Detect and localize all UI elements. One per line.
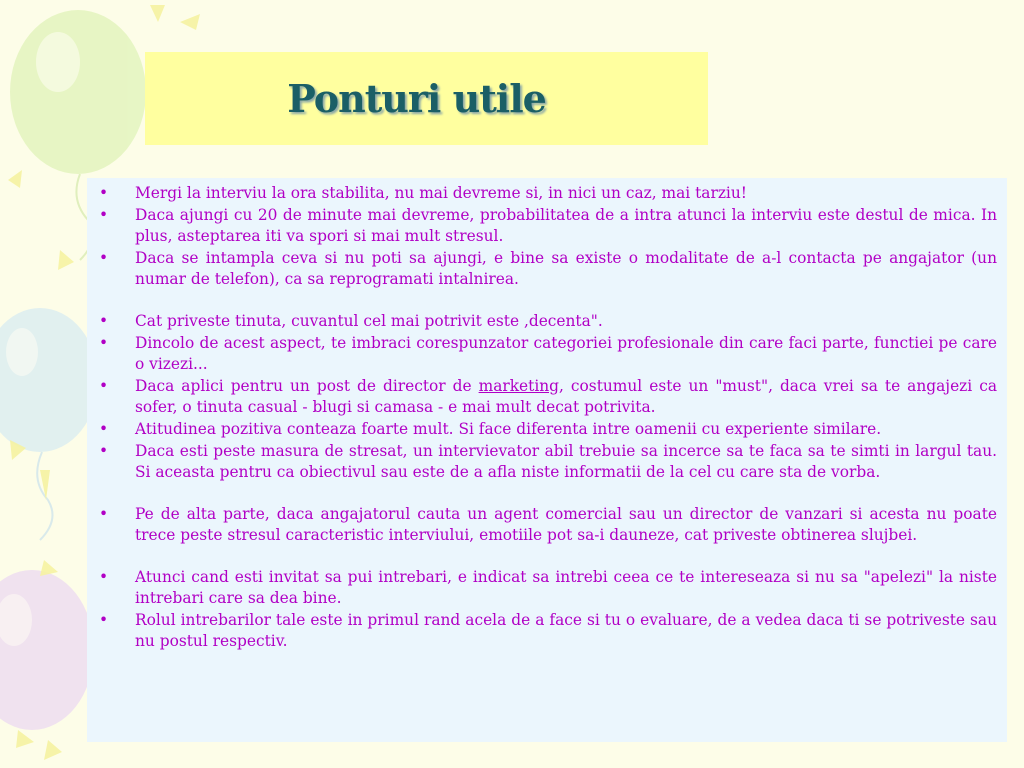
bullet-icon: • (99, 377, 109, 395)
list-item-text-after: , costumul este un "must", daca vrei sa te angajezi ca sofer, o tinuta casual - blugi si camasa - e mai mult decat potrivita. (135, 377, 997, 416)
list-item-text: Daca se intampla ceva si nu poti sa ajungi, e bine sa existe o modalitate de a-l contacta pe angajator (un numar de telefon), ca sa reprogramati intalnirea. (135, 249, 997, 288)
list-item-text: Atunci cand esti invitat sa pui intrebari, e indicat sa intrebi ceea ce te intereseaza si nu sa "apelezi" la niste intrebari care sa dea bine. (135, 568, 997, 607)
list-item-text: Mergi la interviu la ora stabilita, nu mai devreme si, in nici un caz, mai tarziu! (135, 184, 747, 202)
bullet-icon: • (99, 420, 109, 438)
list-item (99, 205, 997, 247)
list-item (99, 567, 997, 609)
list-item-text: Daca esti peste masura de stresat, un intervievator abil trebuie sa incerce sa te faca sa te simti in largul tau. Si aceasta pentru ca obiectivul sau este de a afla niste informatii de la cel cu care sta de vorba. (135, 442, 997, 481)
bullet-icon: • (99, 334, 109, 352)
bullet-icon: • (99, 505, 109, 523)
marketing-link[interactable]: marketing (478, 377, 560, 395)
list-item (99, 610, 997, 652)
list-item (99, 311, 997, 332)
list-item (99, 333, 997, 375)
list-item (99, 248, 997, 290)
list-item-text-before: Daca aplici pentru un post de director de (135, 377, 479, 395)
list-item (99, 441, 997, 483)
bullet-icon: • (99, 568, 109, 586)
list-item-text: Atitudinea pozitiva conteaza foarte mult. Si face diferenta intre oamenii cu experiente similare. (135, 420, 882, 438)
tips-list (99, 183, 997, 652)
bullet-icon: • (99, 442, 109, 460)
list-item-text: Daca ajungi cu 20 de minute mai devreme, probabilitatea de a intra atunci la interviu este destul de mica. In plus, asteptarea iti va spori si mai mult stresul. (135, 206, 997, 245)
bullet-icon: • (99, 312, 109, 330)
content-box (87, 178, 1007, 742)
bullet-icon: • (99, 206, 109, 224)
list-item (99, 183, 997, 204)
list-item-text: Dincolo de acest aspect, te imbraci corespunzator categoriei profesionale din care faci parte, functiei pe care o vizezi... (135, 334, 997, 373)
list-item (99, 504, 997, 546)
violet-balloon-decoration (0, 570, 94, 730)
list-item-text: Rolul intrebarilor tale este in primul rand acela de a face si tu o evaluare, de a vedea daca ti se potriveste sau nu postul respectiv. (135, 611, 997, 650)
list-item-text: Pe de alta parte, daca angajatorul cauta un agent comercial sau un director de vanzari si acesta nu poate trece peste stresul caracteristic interviului, emotiile pot sa-i dauneze, cat priveste obtinerea slujbei. (135, 505, 997, 544)
bullet-icon: • (99, 249, 109, 267)
list-item (99, 376, 997, 418)
slide-title: Ponturi utile (287, 76, 546, 121)
list-item (99, 419, 997, 440)
bullet-icon: • (99, 184, 109, 202)
title-box (145, 52, 708, 145)
list-item-text: Cat priveste tinuta, cuvantul cel mai potrivit este ,decenta". (135, 312, 603, 330)
blue-balloon-decoration (0, 308, 98, 540)
bullet-icon: • (99, 611, 109, 629)
